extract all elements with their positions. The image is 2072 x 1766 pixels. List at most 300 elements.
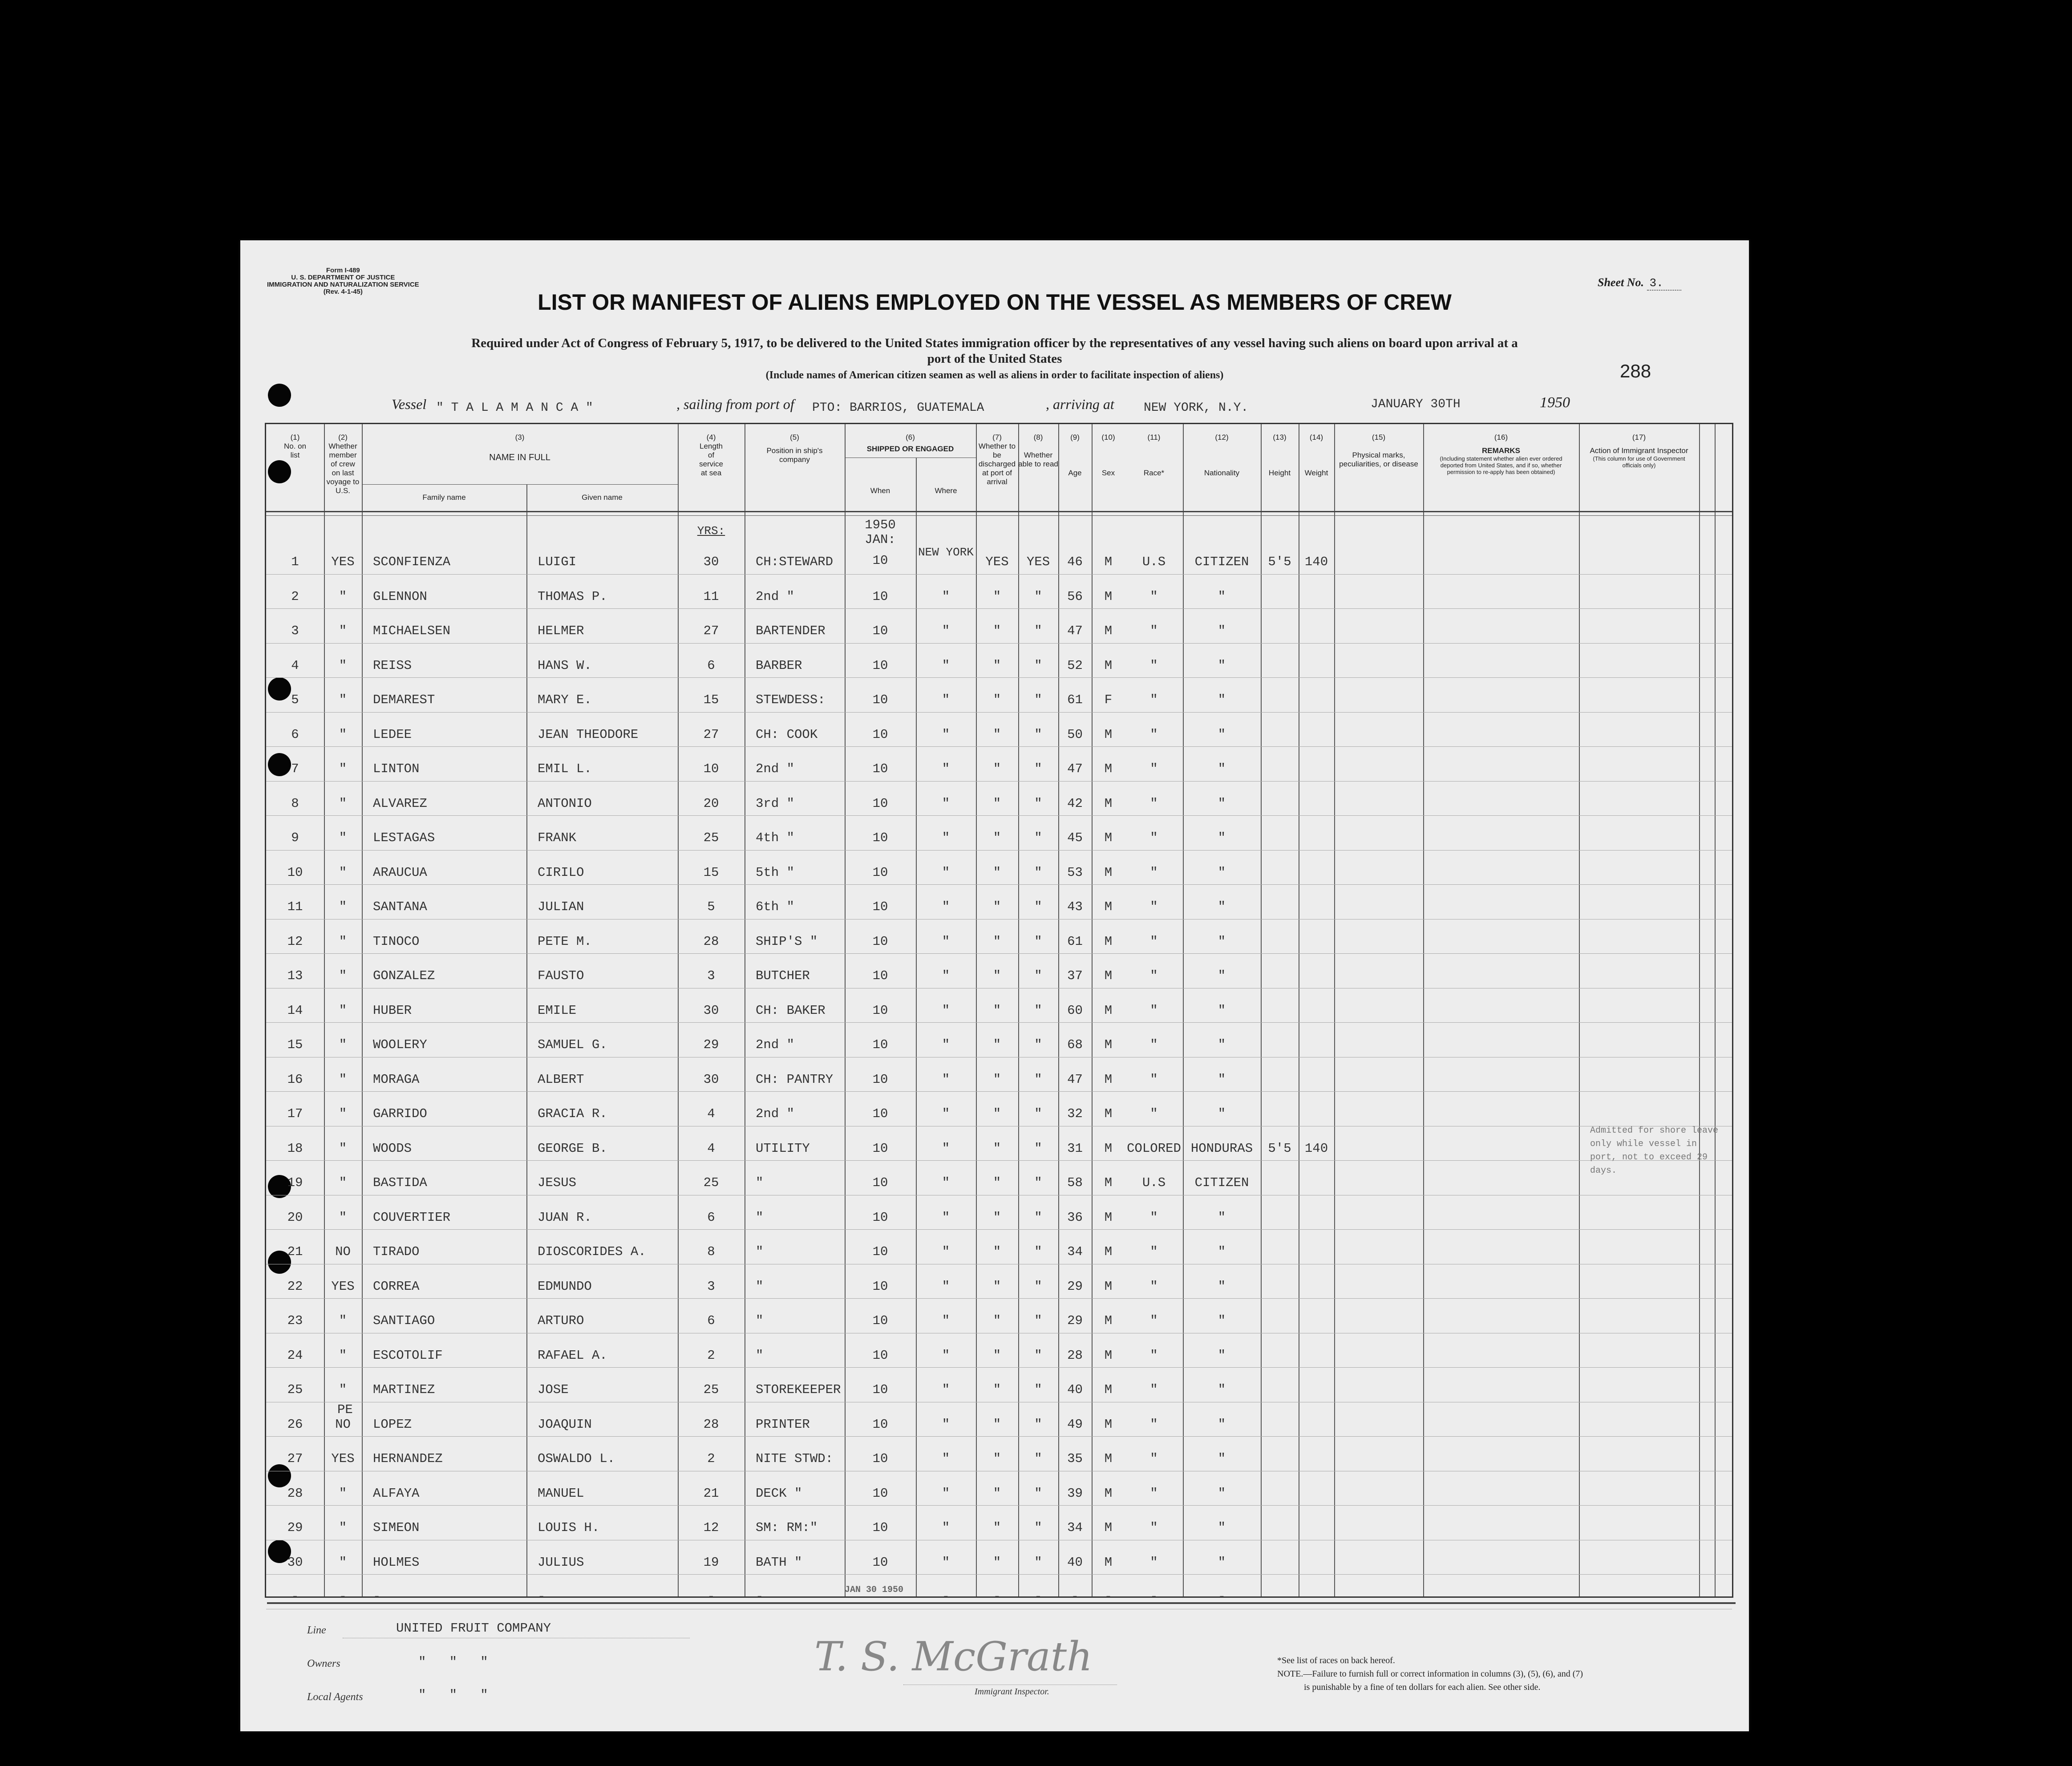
- cell-pos: ": [756, 1244, 764, 1259]
- cell-prev: NO: [335, 1244, 351, 1259]
- cell-disch: YES: [985, 555, 1009, 569]
- cell-disch: ": [993, 1348, 1001, 1363]
- cell-disch: ": [993, 589, 1001, 604]
- cell-family: HOLMES: [373, 1555, 420, 1570]
- cell-nat: ": [1218, 1486, 1226, 1501]
- cell-no: 8: [291, 796, 299, 811]
- cell-sex: M: [1104, 761, 1113, 776]
- cell-race: ": [1150, 1244, 1158, 1259]
- cell-race: ": [1150, 899, 1158, 914]
- row-26-annotation: PE: [337, 1402, 353, 1417]
- cell-len: 29: [703, 1037, 719, 1052]
- cell-nat: ": [1218, 1244, 1226, 1259]
- cell-disch: ": [993, 934, 1001, 949]
- cell-age: 34: [1067, 1520, 1083, 1535]
- date-stamp: JAN 30 1950: [845, 1585, 904, 1595]
- col-16-header: (16) REMARKS (Including statement whether alien ever ordered deported from United States, and if so, whether permission to re-apply has been obtained): [1440, 433, 1562, 475]
- cell-prev: ": [339, 1072, 347, 1087]
- cell-family: LOPEZ: [373, 1417, 412, 1432]
- cell-age: 49: [1067, 1417, 1083, 1432]
- cell-weight: 140: [1304, 555, 1328, 569]
- cell-disch: ": [993, 1313, 1001, 1328]
- cell-age: 46: [1067, 555, 1083, 569]
- cell-race: ": [1150, 1382, 1158, 1397]
- cell-disch: ": [993, 1382, 1001, 1397]
- cell-len: 11: [703, 589, 719, 604]
- cell-no: 3: [291, 624, 299, 638]
- cell-disch: ": [993, 658, 1001, 673]
- cell-family: LESTAGAS: [373, 830, 435, 845]
- vessel-label: Vessel: [392, 396, 427, 412]
- cell-disch: ": [993, 1244, 1001, 1259]
- from-port: PTO: BARRIOS, GUATEMALA: [812, 401, 984, 415]
- cell-sex: M: [1104, 1037, 1113, 1052]
- cell-read: ": [1034, 1486, 1042, 1501]
- cell-sex: M: [1104, 1451, 1113, 1466]
- cell-pos: STOREKEEPER: [756, 1382, 841, 1397]
- cell-len: 8: [707, 1244, 715, 1259]
- cell-disch: ": [993, 899, 1001, 914]
- cell-when: 10: [872, 796, 888, 811]
- row-rule: [266, 1505, 1732, 1506]
- cell-sex: M: [1104, 1417, 1113, 1432]
- cell-when: 10: [872, 693, 888, 707]
- cell-read: YES: [1026, 555, 1050, 569]
- cell-family: TINOCO: [373, 934, 420, 949]
- from-label: , sailing from port of: [676, 396, 794, 412]
- cell-no: 28: [287, 1486, 303, 1501]
- cell-given: JESUS: [538, 1175, 577, 1190]
- subtitle-note: (Include names of American citizen seamen as well as aliens in order to facilitate inspection of aliens): [765, 369, 1224, 381]
- cell-prev: ": [339, 727, 347, 742]
- form-department: U. S. DEPARTMENT OF JUSTICE: [291, 274, 395, 281]
- cell-pos: UTILITY: [756, 1141, 810, 1156]
- cell-prev: ": [339, 796, 347, 811]
- cell-pos: 2nd ": [756, 1106, 795, 1121]
- cell-no: 29: [287, 1520, 303, 1535]
- cell-when: 10: [872, 1210, 888, 1225]
- cell-read: ": [1034, 1072, 1042, 1087]
- cell-len: 4: [707, 1106, 715, 1121]
- cell-no: 27: [287, 1451, 303, 1466]
- cell-len: 25: [703, 830, 719, 845]
- cell-no: 9: [291, 830, 299, 845]
- cell-nat: ": [1218, 899, 1226, 914]
- cell-when: 10: [872, 1417, 888, 1432]
- cell-race: ": [1150, 934, 1158, 949]
- cell-read: ": [1034, 624, 1042, 638]
- cell-race: ": [1150, 968, 1158, 983]
- cell-family: GONZALEZ: [373, 968, 435, 983]
- cell-age: 52: [1067, 658, 1083, 673]
- cell-race: ": [1150, 1486, 1158, 1501]
- fine-note-2: is punishable by a fine of ten dollars for each alien. See other side.: [1304, 1682, 1541, 1692]
- cell-race: ": [1150, 830, 1158, 845]
- cell-read: ": [1034, 968, 1042, 983]
- col-6-header: (6) SHIPPED OR ENGAGED: [866, 433, 954, 453]
- cell-family: BASTIDA: [373, 1175, 427, 1190]
- cell-len: 28: [703, 934, 719, 949]
- cell-race: ": [1150, 727, 1158, 742]
- cell-when: 10: [872, 968, 888, 983]
- cell-where: ": [942, 968, 950, 983]
- cell-disch: ": [993, 1141, 1001, 1156]
- cell-no: 12: [287, 934, 303, 949]
- cell-age: 47: [1067, 1072, 1083, 1087]
- cell-no: 4: [291, 658, 299, 673]
- cell-family: LEDEE: [373, 727, 412, 742]
- cell-read: ": [1034, 727, 1042, 742]
- cell-prev: YES: [331, 1279, 355, 1294]
- col-17-header: (17) Action of Immigrant Inspector (This column for use of Government officials only): [1590, 433, 1688, 469]
- cell-read: ": [1034, 1451, 1042, 1466]
- cell-given: CIRILO: [538, 865, 584, 880]
- cell-len: -: [707, 1589, 715, 1604]
- cell-family: TIRADO: [373, 1244, 420, 1259]
- cell-sex: M: [1104, 796, 1113, 811]
- cell-age: 61: [1067, 693, 1083, 707]
- cell-sex: M: [1104, 1106, 1113, 1121]
- col-11-header: (11) Race*: [1143, 433, 1165, 477]
- cell-prev: ": [339, 1313, 347, 1328]
- row-rule: [266, 643, 1732, 644]
- cell-prev: ": [339, 1555, 347, 1570]
- cell-nat: ": [1218, 796, 1226, 811]
- cell-disch: ": [993, 1417, 1001, 1432]
- cell-nat: ": [1218, 624, 1226, 638]
- owners-label: Owners: [307, 1658, 340, 1669]
- cell-family: SANTANA: [373, 899, 427, 914]
- cell-sex: M: [1104, 1175, 1113, 1190]
- cell-age: 47: [1067, 761, 1083, 776]
- cell-age: 29: [1067, 1279, 1083, 1294]
- cell-read: ": [1034, 658, 1042, 673]
- cell-age: 40: [1067, 1555, 1083, 1570]
- cell-sex: M: [1104, 899, 1113, 914]
- cell-nat: ": [1218, 1003, 1226, 1018]
- cell-len: 10: [703, 761, 719, 776]
- cell-given: GRACIA R.: [538, 1106, 607, 1121]
- cell-when: 10: [872, 1244, 888, 1259]
- cell-no: 22: [287, 1279, 303, 1294]
- column-rule: [1715, 424, 1716, 1596]
- form-number: Form I-489: [326, 267, 360, 274]
- cell-when: 10: [872, 624, 888, 638]
- cell-prev: ": [339, 830, 347, 845]
- cell-sex: M: [1104, 589, 1113, 604]
- cell-given: JOSE: [538, 1382, 569, 1397]
- cell-read: ": [1034, 1382, 1042, 1397]
- cell-len: 2: [707, 1451, 715, 1466]
- column-rule: [526, 484, 527, 1596]
- cell-where: ": [942, 1244, 950, 1259]
- cell-read: ": [1034, 693, 1042, 707]
- cell-nat: HONDURAS: [1190, 1141, 1253, 1156]
- cell-when: 10: [872, 1037, 888, 1052]
- cell-given: HANS W.: [538, 658, 592, 673]
- cell-prev: ": [339, 1210, 347, 1225]
- cell-nat: ": [1218, 865, 1226, 880]
- cell-given: MANUEL: [538, 1486, 584, 1501]
- cell-where: ": [942, 865, 950, 880]
- cell-read: ": [1034, 1417, 1042, 1432]
- cell-disch: ": [993, 865, 1001, 880]
- cell-when: 10: [872, 1003, 888, 1018]
- cell-given: EMILE: [538, 1003, 577, 1018]
- cell-len: 6: [707, 1210, 715, 1225]
- cell-family: SIMEON: [373, 1520, 420, 1535]
- cell-when: 10: [872, 589, 888, 604]
- cell-pos: BARTENDER: [756, 624, 826, 638]
- cell-no: 5: [291, 693, 299, 707]
- cell-race: ": [1150, 1106, 1158, 1121]
- cell-family: MARTINEZ: [373, 1382, 435, 1397]
- column-rule: [1334, 424, 1335, 1596]
- col-7-header: (7) Whether to be discharged at port of arrival: [978, 433, 1016, 486]
- row-rule: [266, 850, 1732, 851]
- cell-sex: M: [1104, 1348, 1113, 1363]
- cell-pos: CH:STEWARD: [756, 555, 834, 569]
- cell-where: ": [942, 1037, 950, 1052]
- cell-read: ": [1034, 1175, 1042, 1190]
- cell-prev: YES: [331, 555, 355, 569]
- cell-no: 6: [291, 727, 299, 742]
- cell-where: ": [942, 658, 950, 673]
- cell-nat: ": [1218, 1037, 1226, 1052]
- cell-given: FRANK: [538, 830, 577, 845]
- cell-age: -: [1071, 1589, 1079, 1604]
- cell-disch: ": [993, 1210, 1001, 1225]
- cell-given: JEAN THEODORE: [538, 727, 639, 742]
- cell-sex: M: [1104, 1141, 1113, 1156]
- cell-given: HELMER: [538, 624, 584, 638]
- cell-family: REISS: [373, 658, 412, 673]
- cell-no: 10: [287, 865, 303, 880]
- cell-race: ": [1150, 1003, 1158, 1018]
- cell-family: SCONFIENZA: [373, 555, 451, 569]
- cell-nat: ": [1218, 1313, 1226, 1328]
- cell-where: ": [942, 796, 950, 811]
- cell-prev: ": [339, 1003, 347, 1018]
- cell-sex: M: [1104, 727, 1113, 742]
- cell-read: ": [1034, 761, 1042, 776]
- cell-age: 58: [1067, 1175, 1083, 1190]
- years-unit: YRS:: [697, 524, 725, 538]
- month-jan: JAN:: [865, 532, 896, 547]
- cell-prev: ": [339, 693, 347, 707]
- cell-when: 10: [872, 1348, 888, 1363]
- cell-pos: STEWDESS:: [756, 693, 826, 707]
- cell-sex: M: [1104, 968, 1113, 983]
- manifest-sheet: [240, 240, 1749, 1731]
- cell-family: ALVAREZ: [373, 796, 427, 811]
- sheet-number: [1598, 276, 1681, 290]
- cell-where: ": [942, 1486, 950, 1501]
- cell-no: 21: [287, 1244, 303, 1259]
- row-rule: [266, 815, 1732, 816]
- cell-where: ": [942, 899, 950, 914]
- cell-when: 10: [872, 1555, 888, 1570]
- cell-nat: -: [1218, 1589, 1226, 1604]
- cell-prev: ": [339, 1141, 347, 1156]
- form-revision: (Rev. 4-1-45): [323, 288, 363, 296]
- cell-prev: ": [339, 1348, 347, 1363]
- cell-no: 7: [291, 761, 299, 776]
- col-8-header: (8) Whether able to read: [1018, 433, 1058, 468]
- cell-when: 10: [872, 830, 888, 845]
- cell-where: ": [942, 1451, 950, 1466]
- cell-read: ": [1034, 1244, 1042, 1259]
- cell-age: 32: [1067, 1106, 1083, 1121]
- fine-note-1: NOTE.—Failure to furnish full or correct information in columns (3), (5), (6), and (7): [1277, 1669, 1583, 1679]
- arrival-date: JANUARY 30TH: [1371, 397, 1461, 411]
- form-service: IMMIGRATION AND NATURALIZATION SERVICE: [267, 281, 419, 288]
- when-header: When: [870, 486, 890, 495]
- cell-sex: M: [1104, 1072, 1113, 1087]
- cell-where: ": [942, 1555, 950, 1570]
- cell-when: 10: [872, 1451, 888, 1466]
- cell-nat: ": [1218, 830, 1226, 845]
- cell-nat: ": [1218, 1382, 1226, 1397]
- cell-disch: ": [993, 1072, 1001, 1087]
- column-rule: [1699, 424, 1700, 1596]
- owners-value: " " ": [418, 1655, 488, 1669]
- cell-race: COLORED: [1127, 1141, 1181, 1156]
- cell-sex: M: [1104, 1382, 1113, 1397]
- cell-where: ": [942, 727, 950, 742]
- cell-given: GEORGE B.: [538, 1141, 607, 1156]
- document-title: LIST OR MANIFEST OF ALIENS EMPLOYED ON THE VESSEL AS MEMBERS OF CREW: [538, 290, 1452, 315]
- cell-read: ": [1034, 1279, 1042, 1294]
- cell-pos: 2nd ": [756, 761, 795, 776]
- cell-sex: M: [1104, 1244, 1113, 1259]
- cell-family: HUBER: [373, 1003, 412, 1018]
- cell-age: 50: [1067, 727, 1083, 742]
- cell-when: 10: [872, 1520, 888, 1535]
- cell-given: RAFAEL A.: [538, 1348, 607, 1363]
- cell-read: ": [1034, 934, 1042, 949]
- cell-nat: ": [1218, 727, 1226, 742]
- cell-age: 56: [1067, 589, 1083, 604]
- cell-given: SAMUEL G.: [538, 1037, 607, 1052]
- cell-given: ANTONIO: [538, 796, 592, 811]
- cell-given: JUAN R.: [538, 1210, 592, 1225]
- cell-len: 15: [703, 865, 719, 880]
- races-note: *See list of races on back hereof.: [1277, 1656, 1395, 1665]
- col-15-header: (15) Physical marks, peculiarities, or disease: [1339, 433, 1418, 468]
- cell-read: ": [1034, 1520, 1042, 1535]
- cell-age: 68: [1067, 1037, 1083, 1052]
- cell-prev: ": [339, 1520, 347, 1535]
- cell-where: ": [942, 1106, 950, 1121]
- cell-sex: M: [1104, 865, 1113, 880]
- cell-disch: ": [993, 761, 1001, 776]
- col-13-header: (13) Height: [1268, 433, 1291, 477]
- cell-when: 10: [872, 1141, 888, 1156]
- cell-no: 30: [287, 1555, 303, 1570]
- cell-read: ": [1034, 899, 1042, 914]
- cell-prev: ": [339, 1382, 347, 1397]
- cell-given: DIOSCORIDES A.: [538, 1244, 646, 1259]
- cell-disch: ": [993, 1555, 1001, 1570]
- cell-when: 10: [872, 1313, 888, 1328]
- cell-no: 14: [287, 1003, 303, 1018]
- cell-no: 26: [287, 1417, 303, 1432]
- sheet-value: 3.: [1647, 276, 1681, 291]
- cell-pos: -: [756, 1589, 764, 1604]
- cell-prev: -: [339, 1589, 347, 1604]
- cell-age: 47: [1067, 624, 1083, 638]
- cell-len: 3: [707, 1279, 715, 1294]
- cell-age: 42: [1067, 796, 1083, 811]
- cell-pos: CH: PANTRY: [756, 1072, 834, 1087]
- cell-race: ": [1150, 1210, 1158, 1225]
- cell-disch: ": [993, 624, 1001, 638]
- row-rule: [266, 608, 1732, 609]
- cell-read: ": [1034, 1348, 1042, 1363]
- cell-disch: ": [993, 1175, 1001, 1190]
- cell-where: ": [942, 1348, 950, 1363]
- given-name-header: Given name: [582, 493, 623, 502]
- cell-given: LOUIS H.: [538, 1520, 600, 1535]
- cell-nat: ": [1218, 1451, 1226, 1466]
- cell-pos: ": [756, 1348, 764, 1363]
- cell-prev: ": [339, 899, 347, 914]
- row-rule: [266, 1229, 1732, 1230]
- cell-race: ": [1150, 1037, 1158, 1052]
- cell-nat: ": [1218, 968, 1226, 983]
- cell-no: 25: [287, 1382, 303, 1397]
- cell-disch: ": [993, 1486, 1001, 1501]
- cell-given: LUIGI: [538, 555, 577, 569]
- cell-given: JOAQUIN: [538, 1417, 592, 1432]
- cell-given: OSWALDO L.: [538, 1451, 615, 1466]
- cell-len: 4: [707, 1141, 715, 1156]
- cell-age: 35: [1067, 1451, 1083, 1466]
- cell-race: -: [1150, 1589, 1158, 1604]
- cell-read: ": [1034, 1555, 1042, 1570]
- cell-nat: ": [1218, 1106, 1226, 1121]
- cell-pos: CH: BAKER: [756, 1003, 826, 1018]
- cell-race: ": [1150, 589, 1158, 604]
- col-12-header: (12) Nationality: [1204, 433, 1240, 477]
- cell-given: THOMAS P.: [538, 589, 607, 604]
- cell-sex: M: [1104, 830, 1113, 845]
- column-rule: [1579, 424, 1580, 1596]
- cell-len: 25: [703, 1175, 719, 1190]
- cell-sex: M: [1104, 1003, 1113, 1018]
- stamp-number: 288: [1620, 360, 1651, 381]
- cell-family: WOOLERY: [373, 1037, 427, 1052]
- cell-where: ": [942, 1279, 950, 1294]
- footer-rule: [267, 1602, 1736, 1604]
- agents-label: Local Agents: [307, 1691, 363, 1703]
- year-1950: 1950: [865, 518, 896, 532]
- subtitle-line-2: port of the United States: [927, 352, 1062, 366]
- cell-no: 23: [287, 1313, 303, 1328]
- cell-nat: ": [1218, 761, 1226, 776]
- cell-sex: M: [1104, 555, 1113, 569]
- cell-sex: M: [1104, 658, 1113, 673]
- punch-hole: [268, 384, 291, 407]
- row-rule: [266, 712, 1732, 713]
- cell-race: ": [1150, 796, 1158, 811]
- cell-family: LINTON: [373, 761, 420, 776]
- cell-where: ": [942, 934, 950, 949]
- cell-no: 24: [287, 1348, 303, 1363]
- cell-disch: ": [993, 727, 1001, 742]
- cell-race: ": [1150, 1417, 1158, 1432]
